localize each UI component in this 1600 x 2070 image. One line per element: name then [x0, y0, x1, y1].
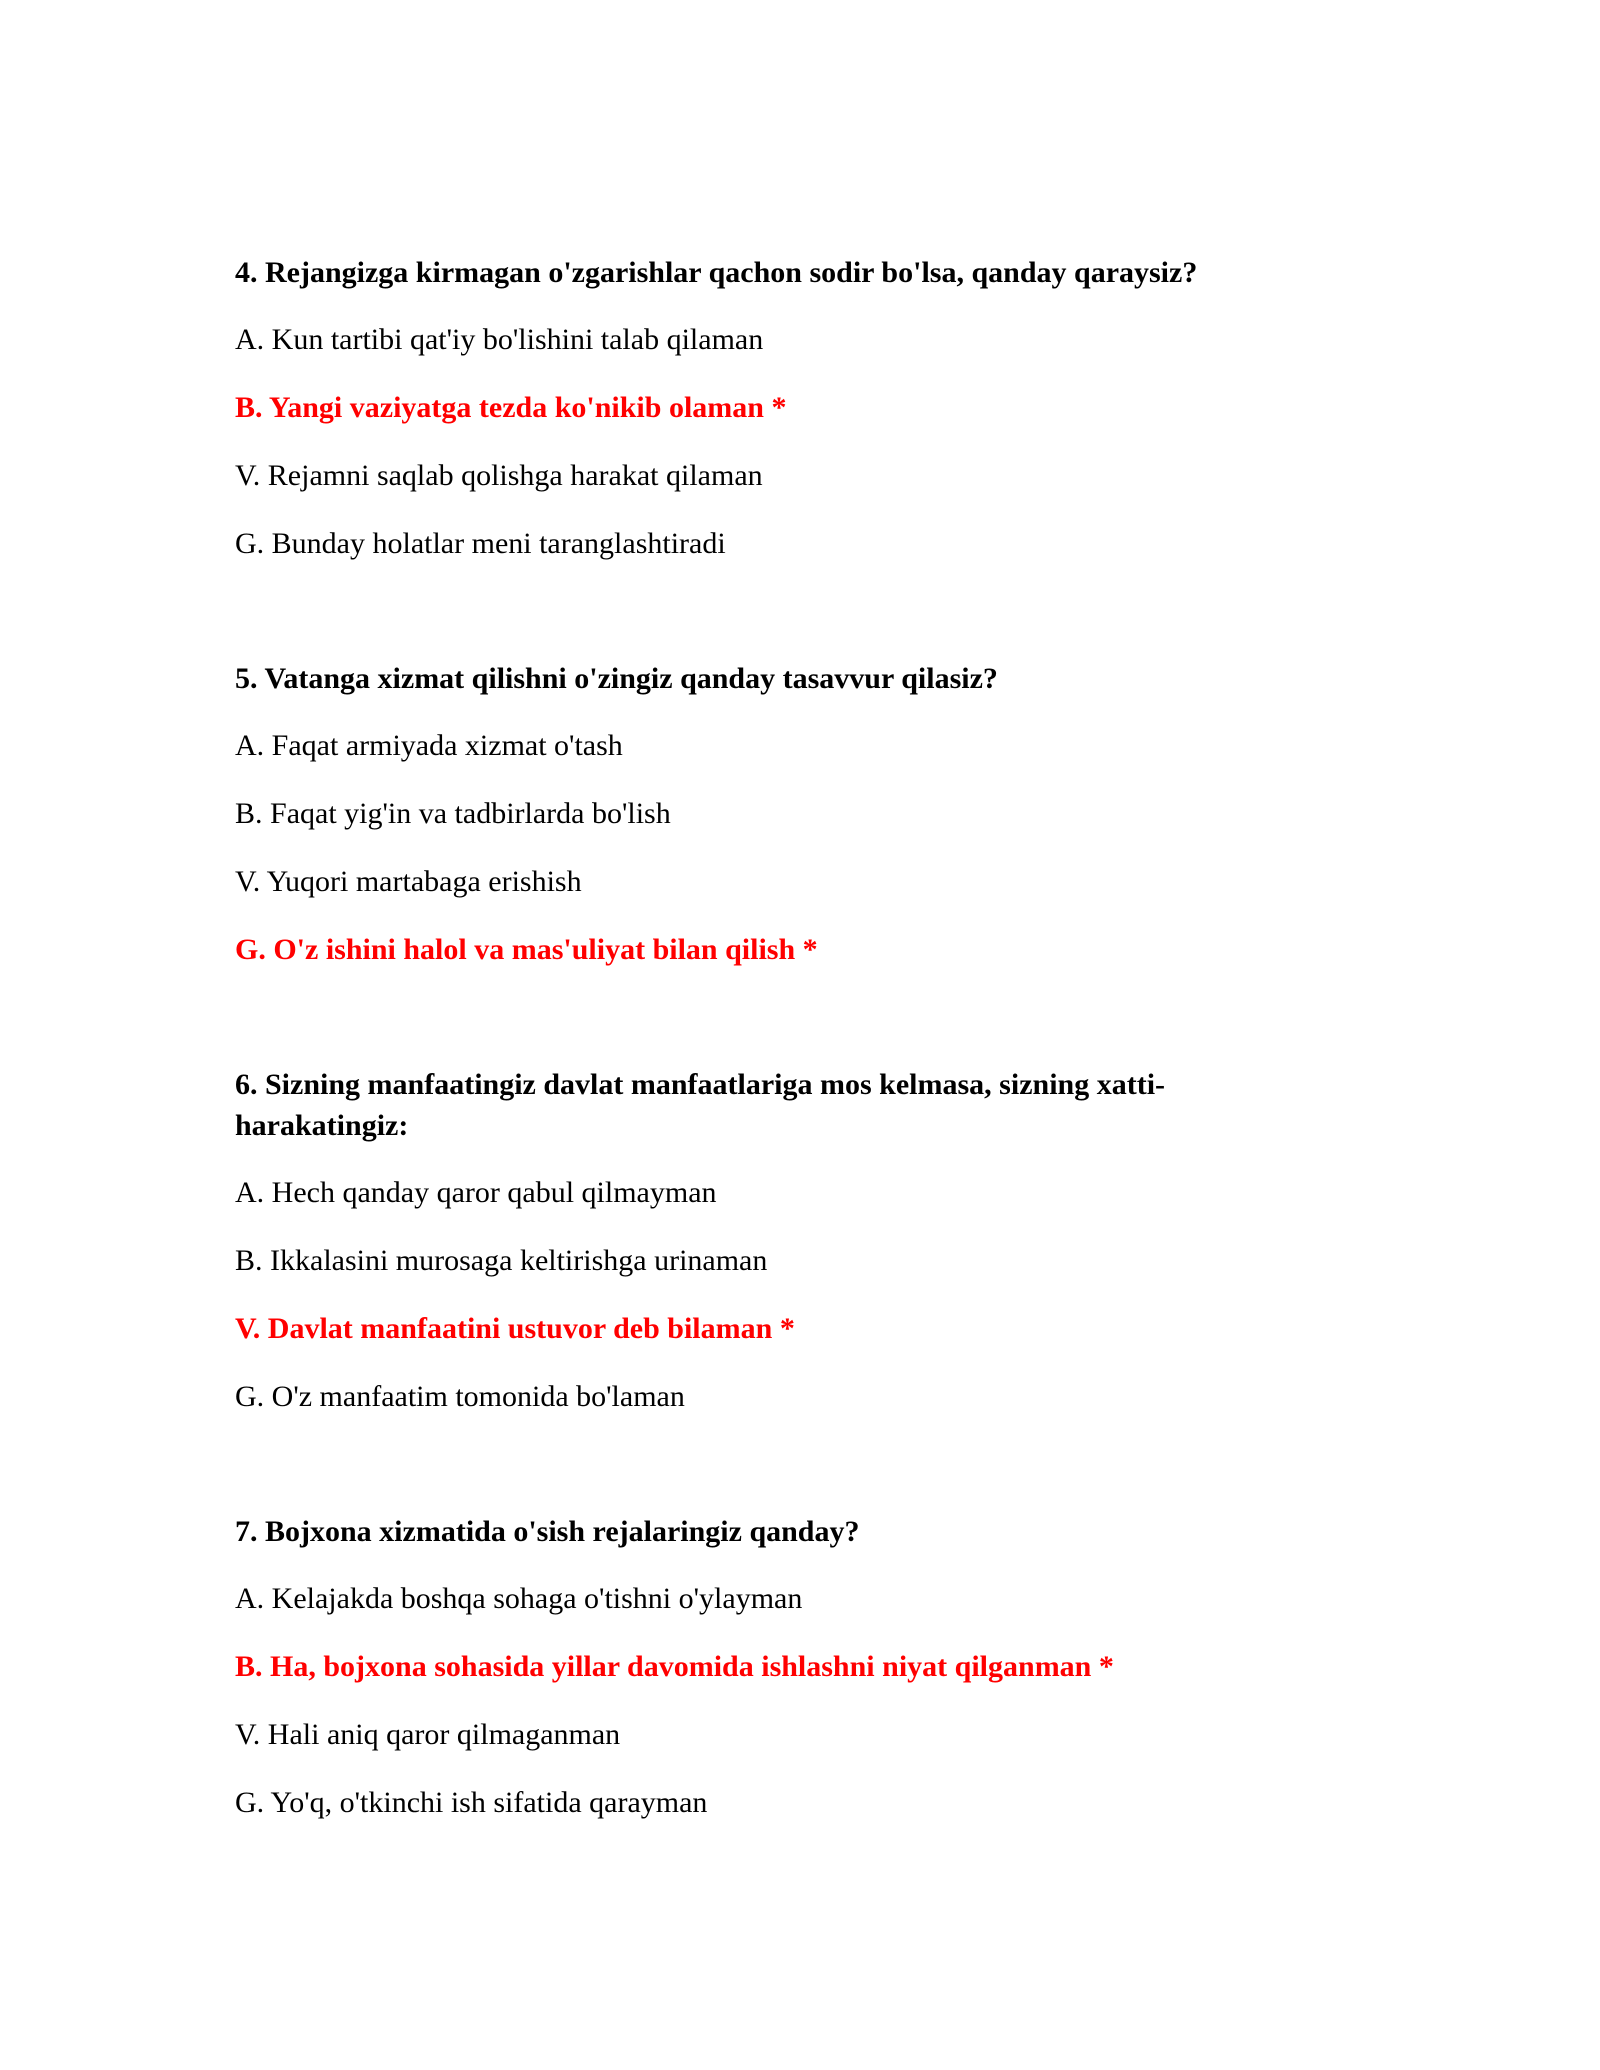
answer-option-a: A. Hech qanday qaror qabul qilmayman [235, 1176, 717, 1209]
question-title-line-1: 6. Sizning manfaatingiz davlat manfaatlariga mos kelmasa, sizning xatti- [235, 1068, 1166, 1101]
answer-option-g: G. O'z manfaatim tomonida bo'laman [235, 1380, 685, 1413]
answer-option-b-correct: B. Yangi vaziyatga tezda ko'nikib olaman * [235, 391, 787, 424]
answer-option-v: V. Yuqori martabaga erishish [235, 865, 582, 898]
question-list [235, 252, 1335, 1917]
question-block-5 [235, 658, 1335, 970]
question-title: 4. Rejangizga kirmagan o'zgarishlar qachon sodir bo'lsa, qanday qaraysiz? [235, 256, 1198, 289]
answer-option-g: G. Yo'q, o'tkinchi ish sifatida qarayman [235, 1786, 708, 1819]
answer-option-v-correct: V. Davlat manfaatini ustuvor deb bilaman * [235, 1312, 795, 1345]
answer-option-a: A. Faqat armiyada xizmat o'tash [235, 729, 623, 762]
answer-option-b: B. Ikkalasini murosaga keltirishga urinaman [235, 1244, 768, 1277]
answer-option-g-correct: G. O'z ishini halol va mas'uliyat bilan qilish * [235, 933, 818, 966]
question-title: 5. Vatanga xizmat qilishni o'zingiz qanday tasavvur qilasiz? [235, 662, 998, 695]
answer-option-v: V. Hali aniq qaror qilmaganman [235, 1718, 621, 1751]
answer-option-v: V. Rejamni saqlab qolishga harakat qilaman [235, 459, 763, 492]
question-title-line-2: harakatingiz: [235, 1109, 409, 1142]
question-block-6 [235, 1064, 1335, 1417]
answer-option-a: A. Kun tartibi qat'iy bo'lishini talab qilaman [235, 323, 764, 356]
question-title: 7. Bojxona xizmatida o'sish rejalaringiz qanday? [235, 1515, 860, 1548]
question-block-4 [235, 252, 1335, 564]
answer-option-b-correct: B. Ha, bojxona sohasida yillar davomida ishlashni niyat qilganman * [235, 1650, 1114, 1683]
question-title [235, 1064, 1335, 1146]
answer-option-b: B. Faqat yig'in va tadbirlarda bo'lish [235, 797, 671, 830]
answer-option-g: G. Bunday holatlar meni taranglashtiradi [235, 527, 726, 560]
answer-option-a: A. Kelajakda boshqa sohaga o'tishni o'ylayman [235, 1582, 803, 1615]
question-block-7 [235, 1511, 1335, 1823]
